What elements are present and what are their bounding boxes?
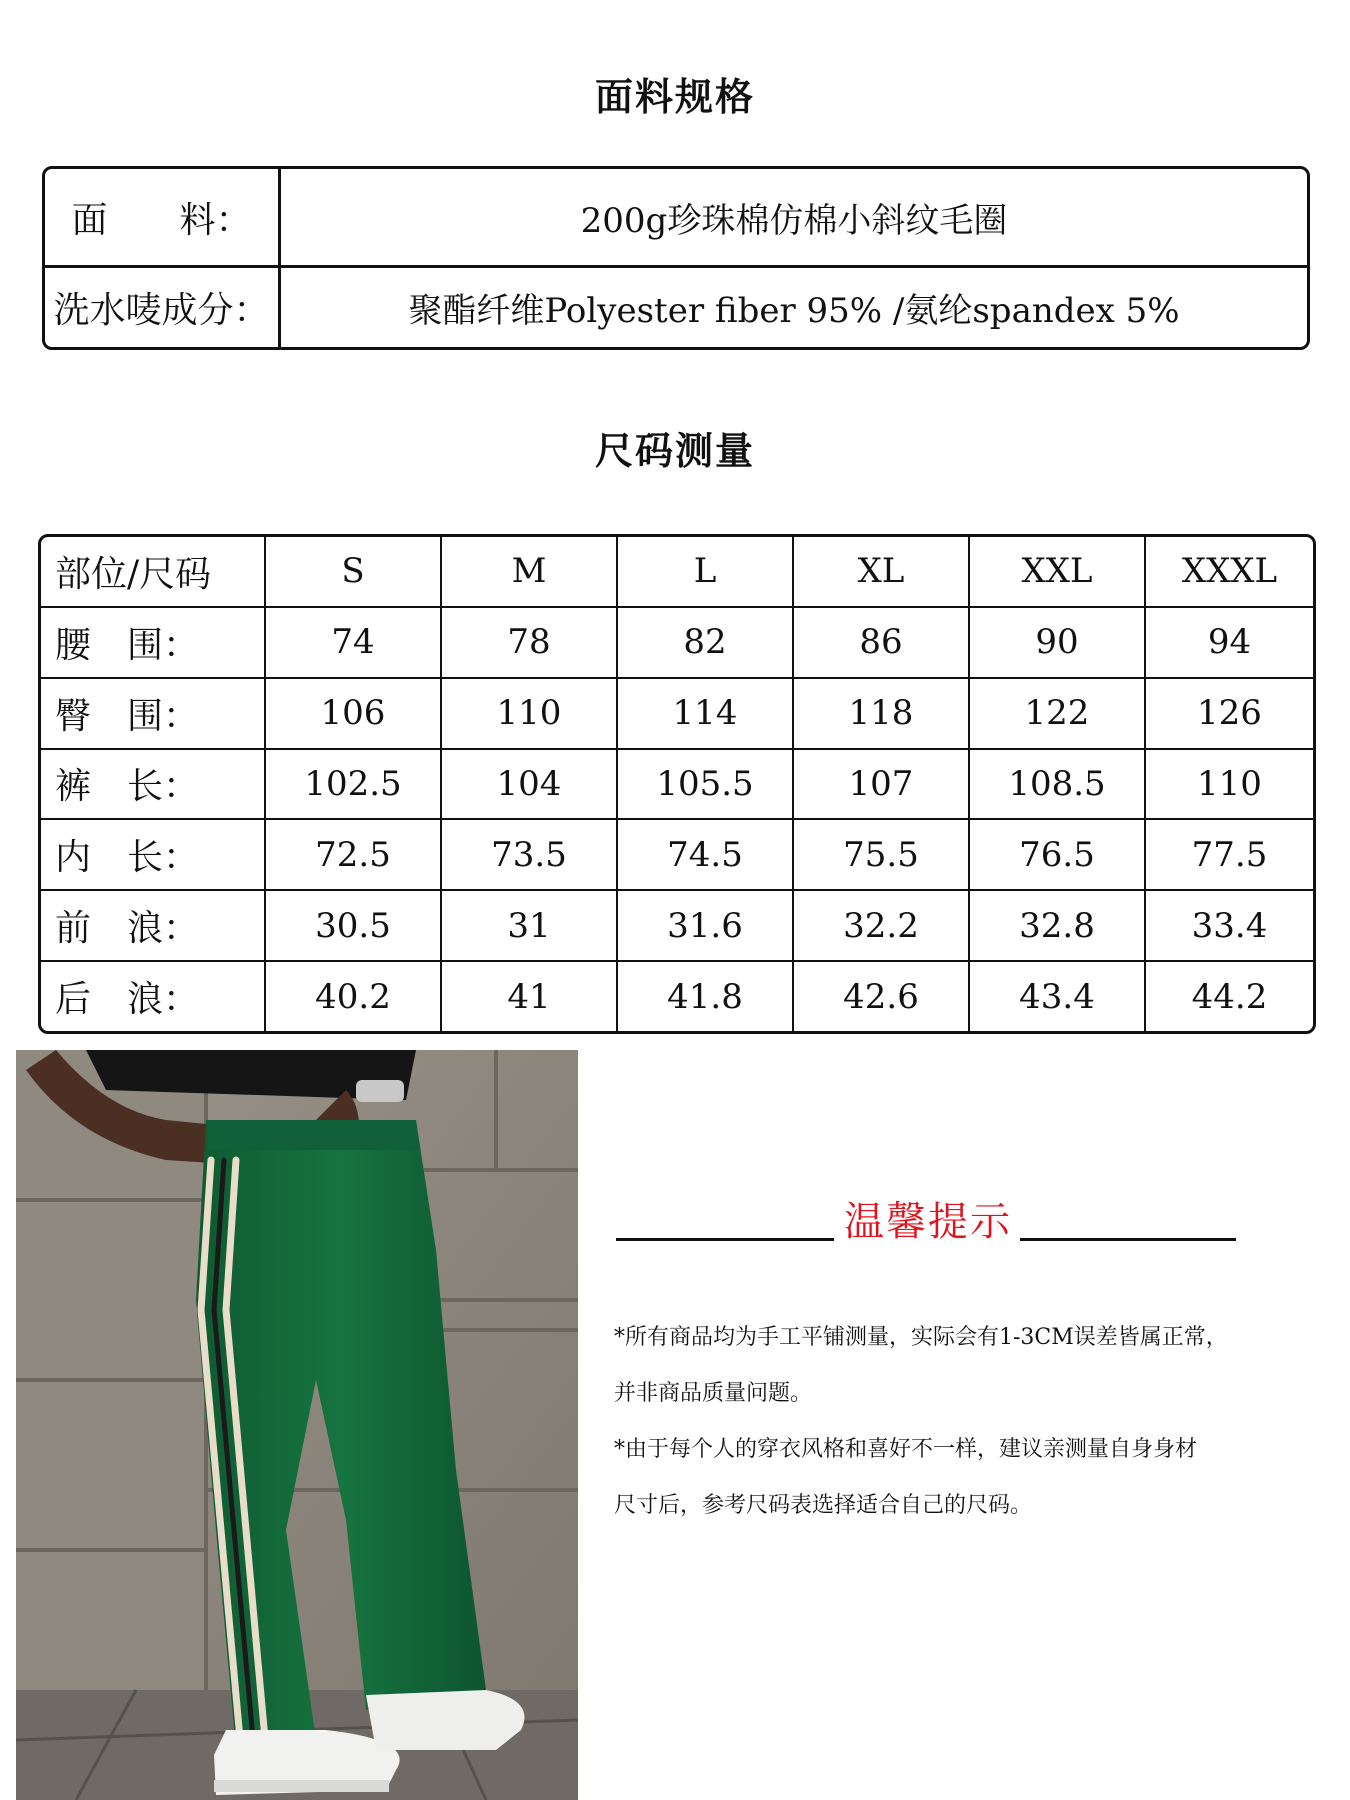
size-cell: 31	[441, 890, 617, 961]
size-cell: 94	[1145, 607, 1313, 678]
size-cell: 40.2	[265, 961, 441, 1031]
size-cell: 74.5	[617, 819, 793, 890]
tips-divider-right	[1020, 1238, 1236, 1241]
table-row	[41, 890, 1313, 961]
table-row	[41, 819, 1313, 890]
product-photo	[16, 1050, 578, 1800]
size-section-title: 尺码测量	[594, 429, 755, 473]
row-label: 后 浪：	[41, 961, 265, 1031]
row-label: 裤 长：	[41, 749, 265, 820]
table-row	[41, 961, 1313, 1031]
size-cell: 82	[617, 607, 793, 678]
row-label: 腰 围：	[41, 607, 265, 678]
size-cell: 42.6	[793, 961, 969, 1031]
size-cell: 74	[265, 607, 441, 678]
size-cell: 110	[441, 678, 617, 749]
tip-line: 尺寸后，参考尺码表选择适合自己的尺码。	[614, 1493, 1033, 1518]
header-cell: XXL	[969, 537, 1145, 607]
header-cell: 部位/尺码	[41, 537, 265, 607]
size-cell: 104	[441, 749, 617, 820]
size-header-row	[41, 537, 1313, 607]
table-row	[41, 749, 1313, 820]
size-cell: 108.5	[969, 749, 1145, 820]
fabric-spec-table	[42, 166, 1310, 350]
size-cell: 73.5	[441, 819, 617, 890]
size-cell: 32.2	[793, 890, 969, 961]
fabric-label: 面 料：	[45, 169, 281, 265]
row-label: 臀 围：	[41, 678, 265, 749]
fabric-row-material	[45, 169, 1307, 268]
header-cell: S	[265, 537, 441, 607]
size-cell: 86	[793, 607, 969, 678]
composition-value: 聚酯纤维Polyester fiber 95% /氨纶spandex 5%	[408, 291, 1180, 331]
tips-divider-left	[616, 1238, 834, 1241]
tips-title: 温馨提示	[844, 1199, 1012, 1245]
size-cell: 41	[441, 961, 617, 1031]
product-photo-illustration	[16, 1050, 578, 1800]
size-cell: 78	[441, 607, 617, 678]
tip-line: 并非商品质量问题。	[614, 1381, 813, 1406]
size-cell: 118	[793, 678, 969, 749]
size-cell: 44.2	[1191, 976, 1268, 1017]
size-cell: 75.5	[793, 819, 969, 890]
size-cell: 106	[265, 678, 441, 749]
header-cell: M	[441, 537, 617, 607]
size-cell: 102.5	[265, 749, 441, 820]
size-cell: 41.8	[617, 961, 793, 1031]
size-cell: 107	[793, 749, 969, 820]
fabric-section-title: 面料规格	[594, 75, 755, 119]
size-cell: 31.6	[617, 890, 793, 961]
fabric-value: 200g珍珠棉仿棉小斜纹毛圈	[580, 200, 1008, 241]
size-cell: 114	[617, 678, 793, 749]
tip-line: *由于每个人的穿衣风格和喜好不一样，建议亲测量自身身材	[614, 1437, 1198, 1462]
fabric-row-composition	[45, 265, 1307, 350]
header-cell: XXXL	[1145, 537, 1313, 607]
size-cell: 33.4	[1145, 890, 1313, 961]
tip-line: *所有商品均为手工平铺测量，实际会有1-3CM误差皆属正常，	[614, 1325, 1228, 1350]
size-cell: 32.8	[969, 890, 1145, 961]
size-cell: 72.5	[265, 819, 441, 890]
size-cell: 110	[1145, 749, 1313, 820]
size-cell: 126	[1145, 678, 1313, 749]
row-label: 前 浪：	[41, 890, 265, 961]
table-row	[41, 607, 1313, 678]
header-cell: XL	[793, 537, 969, 607]
size-cell: 122	[969, 678, 1145, 749]
tips-header	[616, 1190, 1236, 1250]
size-cell: 30.5	[265, 890, 441, 961]
size-cell: 90	[969, 607, 1145, 678]
size-cell: 105.5	[617, 749, 793, 820]
header-cell: L	[617, 537, 793, 607]
size-cell: 76.5	[969, 819, 1145, 890]
composition-label: 洗水唛成分：	[45, 265, 281, 350]
row-label: 内 长：	[41, 819, 265, 890]
size-cell: 43.4	[969, 961, 1145, 1031]
table-row	[41, 678, 1313, 749]
size-cell: 77.5	[1145, 819, 1313, 890]
size-chart-table	[38, 534, 1316, 1034]
